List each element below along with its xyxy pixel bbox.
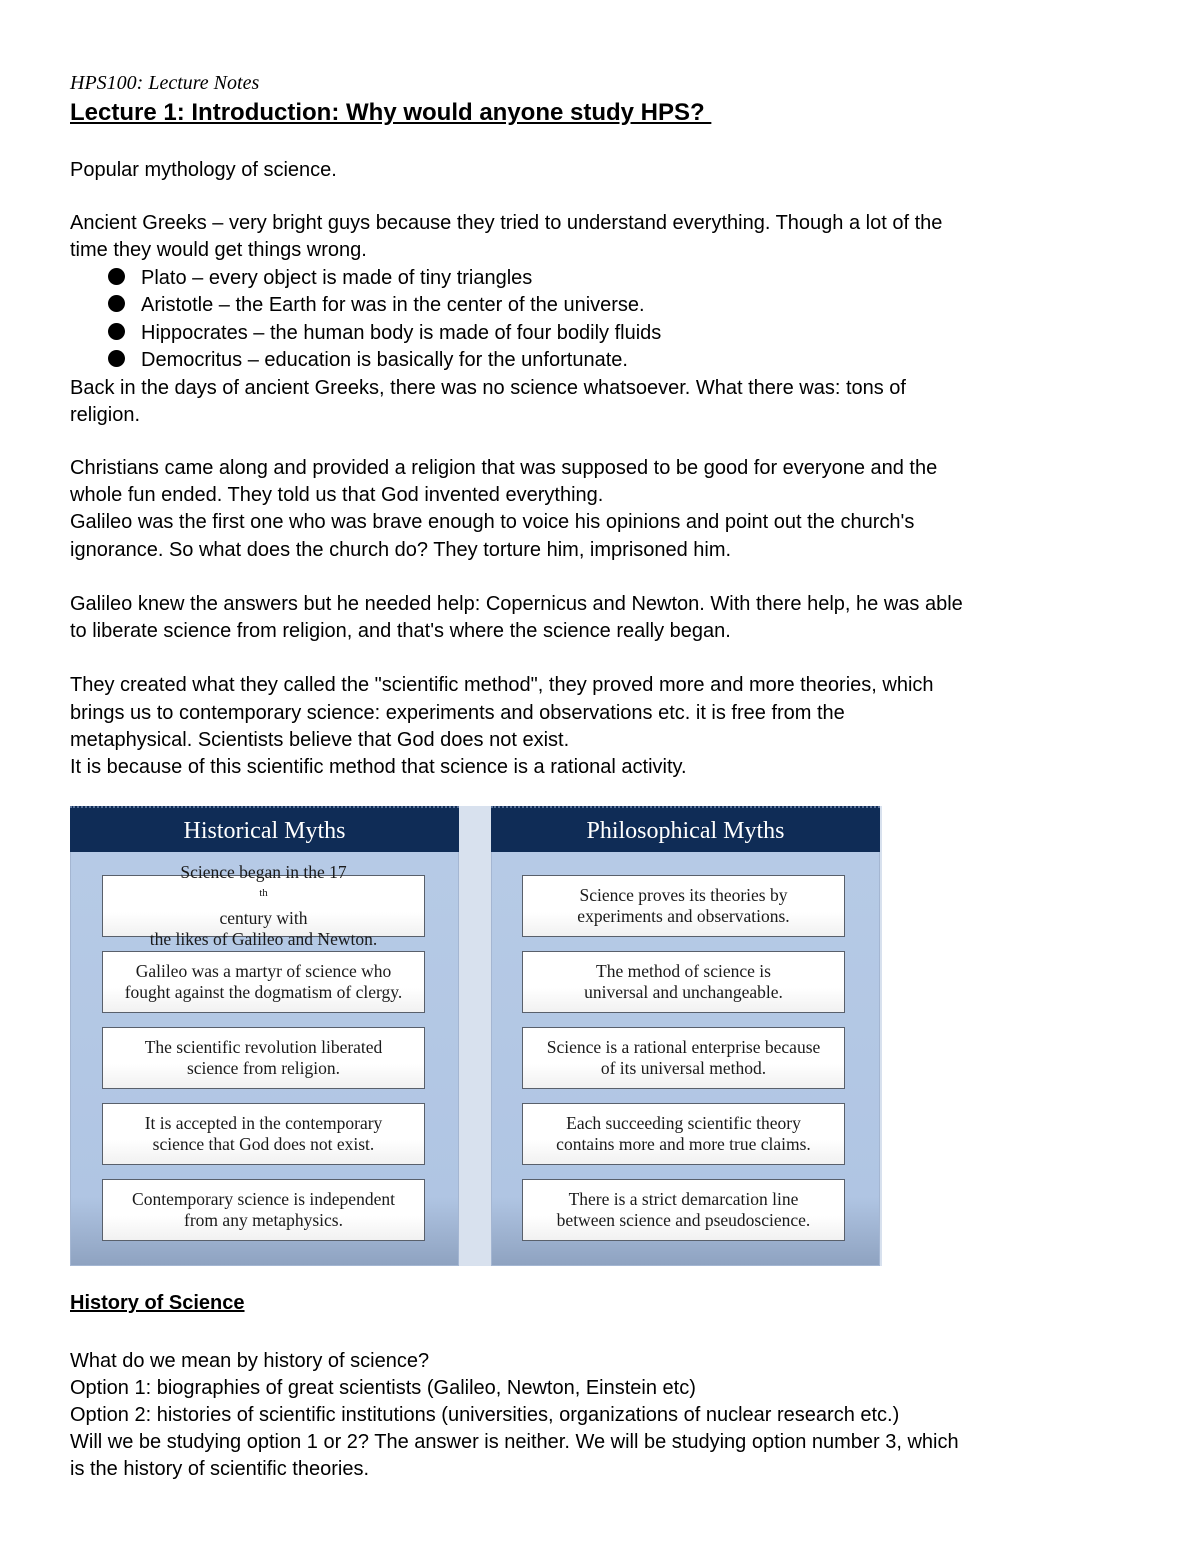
bullet-icon (108, 323, 125, 340)
historical-myth-box (102, 1027, 425, 1089)
paragraph-popular-mythology: Popular mythology of science. (70, 159, 337, 181)
paragraph-no-science-line1: Back in the days of ancient Greeks, there was no science whatsoever. What there was: tons of (70, 377, 906, 399)
paragraph-galileo-line2: ignorance. So what does the church do? They torture him, imprisoned him. (70, 539, 732, 561)
myth-line: the likes of Galileo and Newton. (149, 928, 378, 949)
myth-line: The scientific revolution liberated (144, 1037, 383, 1057)
myth-line: The method of science is (596, 961, 771, 981)
philosophical-myth-box (522, 1103, 845, 1165)
myth-line: between science and pseudoscience. (556, 1210, 811, 1230)
philosophical-myth-box (522, 875, 845, 937)
bullet-text: Plato – every object is made of tiny triangles (141, 267, 533, 289)
myth-line: Each succeeding scientific theory (566, 1113, 801, 1133)
paragraph-christians-line2: whole fun ended. They told us that God invented everything. (70, 484, 604, 506)
myth-line: contains more and more true claims. (556, 1134, 811, 1154)
myth-line: It is accepted in the contemporary (144, 1113, 383, 1133)
paragraph-answer-line1: Will we be studying option 1 or 2? The answer is neither. We will be studying option number 3, which (70, 1431, 959, 1453)
paragraph-copernicus-line1: Galileo knew the answers but he needed help: Copernicus and Newton. With there help, he was able (70, 593, 963, 615)
myth-line: Galileo was a martyr of science who (135, 961, 392, 981)
myth-line: science from religion. (186, 1058, 341, 1078)
paragraph-galileo-line1: Galileo was the first one who was brave enough to voice his opinions and point out the church's (70, 511, 915, 533)
myth-superscript: th (259, 887, 268, 900)
paragraph-method-line2: brings us to contemporary science: experiments and observations etc. it is free from the (70, 702, 845, 724)
historical-myths-column (70, 806, 459, 1266)
myth-text: century with (219, 907, 308, 928)
philosophical-myths-column (491, 806, 880, 1266)
myth-line: There is a strict demarcation line (568, 1189, 799, 1209)
paragraph-ancient-greeks-line2: time they would get things wrong. (70, 239, 367, 261)
bullet-icon (108, 295, 125, 312)
paragraph-christians-line1: Christians came along and provided a religion that was supposed to be good for everyone and the (70, 457, 938, 479)
paragraph-method-line3: metaphysical. Scientists believe that God does not exist. (70, 729, 570, 751)
myth-line: of its universal method. (600, 1058, 767, 1078)
paragraph-method-line4: It is because of this scientific method that science is a rational activity. (70, 756, 687, 778)
bullet-icon (108, 350, 125, 367)
paragraph-no-science-line2: religion. (70, 404, 141, 426)
philosophical-myth-box (522, 1179, 845, 1241)
paragraph-method-line1: They created what they called the "scientific method", they proved more and more theories, which (70, 674, 934, 696)
myth-text: Science began in the 17 (180, 862, 347, 883)
header-note: HPS100: Lecture Notes (70, 72, 260, 94)
myth-line: Contemporary science is independent (132, 1189, 395, 1209)
bullet-item-hippocrates (108, 320, 661, 347)
bullet-text: Hippocrates – the human body is made of four bodily fluids (141, 322, 662, 344)
paragraph-option-1: Option 1: biographies of great scientists (Galileo, Newton, Einstein etc) (70, 1377, 696, 1399)
bullet-icon (108, 268, 125, 285)
myth-line: Science proves its theories by (579, 885, 788, 905)
historical-myth-box (102, 1179, 425, 1241)
paragraph-history-question: What do we mean by history of science? (70, 1350, 430, 1372)
bullet-item-democritus (108, 347, 628, 374)
historical-myths-title: Historical Myths (70, 806, 459, 852)
philosophical-myth-box (522, 1027, 845, 1089)
myth-line: experiments and observations. (577, 906, 790, 926)
bullet-text: Democritus – education is basically for the unfortunate. (141, 349, 628, 371)
myth-line: fought against the dogmatism of clergy. (124, 982, 403, 1002)
myth-line: Science is a rational enterprise because (546, 1037, 821, 1057)
page-title: Lecture 1: Introduction: Why would anyone study HPS? (70, 99, 712, 126)
myths-figure (70, 806, 882, 1266)
historical-myth-box (102, 1103, 425, 1165)
paragraph-answer-line2: is the history of scientific theories. (70, 1458, 370, 1480)
myth-line: from any metaphysics. (184, 1210, 343, 1230)
historical-myth-box (102, 862, 425, 949)
paragraph-copernicus-line2: to liberate science from religion, and that's where the science really began. (70, 620, 731, 642)
bullet-item-aristotle (108, 292, 645, 319)
paragraph-option-2: Option 2: histories of scientific institutions (universities, organizations of nuclear research etc.) (70, 1404, 900, 1426)
bullet-item-plato (108, 265, 532, 292)
historical-myth-box (102, 951, 425, 1013)
paragraph-ancient-greeks-line1: Ancient Greeks – very bright guys because they tried to understand everything. Though a lot of the (70, 212, 943, 234)
philosophical-myth-box (522, 951, 845, 1013)
myth-line: science that God does not exist. (152, 1134, 375, 1154)
bullet-text: Aristotle – the Earth for was in the center of the universe. (141, 294, 645, 316)
myth-line: universal and unchangeable. (584, 982, 783, 1002)
section-heading-history-of-science: History of Science (70, 1292, 245, 1314)
philosophical-myths-title: Philosophical Myths (491, 806, 880, 852)
myth-line (150, 862, 377, 929)
